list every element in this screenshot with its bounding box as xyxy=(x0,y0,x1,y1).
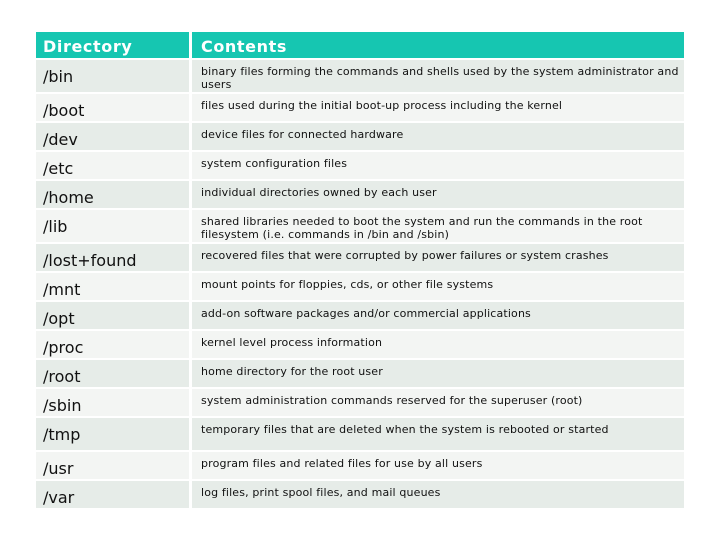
contents-cell: log files, print spool files, and mail queues xyxy=(192,481,684,510)
table-row xyxy=(36,181,684,210)
directory-cell: /lib xyxy=(36,210,192,244)
table-row xyxy=(36,152,684,181)
table-row xyxy=(36,360,684,389)
table-row xyxy=(36,210,684,244)
table-row xyxy=(36,418,684,452)
contents-cell: recovered files that were corrupted by power failures or system crashes xyxy=(192,244,684,273)
contents-cell: kernel level process information xyxy=(192,331,684,360)
directory-cell: /var xyxy=(36,481,192,510)
directory-cell: /etc xyxy=(36,152,192,181)
directory-cell: /usr xyxy=(36,452,192,481)
directory-cell: /boot xyxy=(36,94,192,123)
table-row xyxy=(36,302,684,331)
directory-cell: /tmp xyxy=(36,418,192,452)
contents-cell: system administration commands reserved for the superuser (root) xyxy=(192,389,684,418)
directory-cell: /mnt xyxy=(36,273,192,302)
contents-cell: program files and related files for use by all users xyxy=(192,452,684,481)
contents-cell: files used during the initial boot-up process including the kernel xyxy=(192,94,684,123)
directory-cell: /proc xyxy=(36,331,192,360)
directory-cell: /root xyxy=(36,360,192,389)
table-row xyxy=(36,481,684,510)
table-row xyxy=(36,273,684,302)
directory-cell: /bin xyxy=(36,60,192,94)
table-row xyxy=(36,60,684,94)
directory-cell: /home xyxy=(36,181,192,210)
table-row xyxy=(36,244,684,273)
contents-cell: home directory for the root user xyxy=(192,360,684,389)
header-row xyxy=(36,32,684,60)
contents-cell: mount points for floppies, cds, or other file systems xyxy=(192,273,684,302)
table-row xyxy=(36,123,684,152)
directory-cell: /opt xyxy=(36,302,192,331)
contents-cell: device files for connected hardware xyxy=(192,123,684,152)
directory-cell: /sbin xyxy=(36,389,192,418)
contents-cell: add-on software packages and/or commercial applications xyxy=(192,302,684,331)
header-contents: Contents xyxy=(192,32,684,60)
contents-cell: individual directories owned by each user xyxy=(192,181,684,210)
header-directory: Directory xyxy=(36,32,192,60)
directory-cell: /dev xyxy=(36,123,192,152)
directory-table xyxy=(36,32,684,510)
table-row xyxy=(36,389,684,418)
table-row xyxy=(36,452,684,481)
contents-cell: shared libraries needed to boot the system and run the commands in the root filesystem (i.e. commands in /bin and /sbin) xyxy=(192,210,684,244)
contents-cell: temporary files that are deleted when the system is rebooted or started xyxy=(192,418,684,452)
contents-cell: system configuration files xyxy=(192,152,684,181)
table-row xyxy=(36,94,684,123)
table-row xyxy=(36,331,684,360)
contents-cell: binary files forming the commands and shells used by the system administrator and users xyxy=(192,60,684,94)
directory-cell: /lost+found xyxy=(36,244,192,273)
